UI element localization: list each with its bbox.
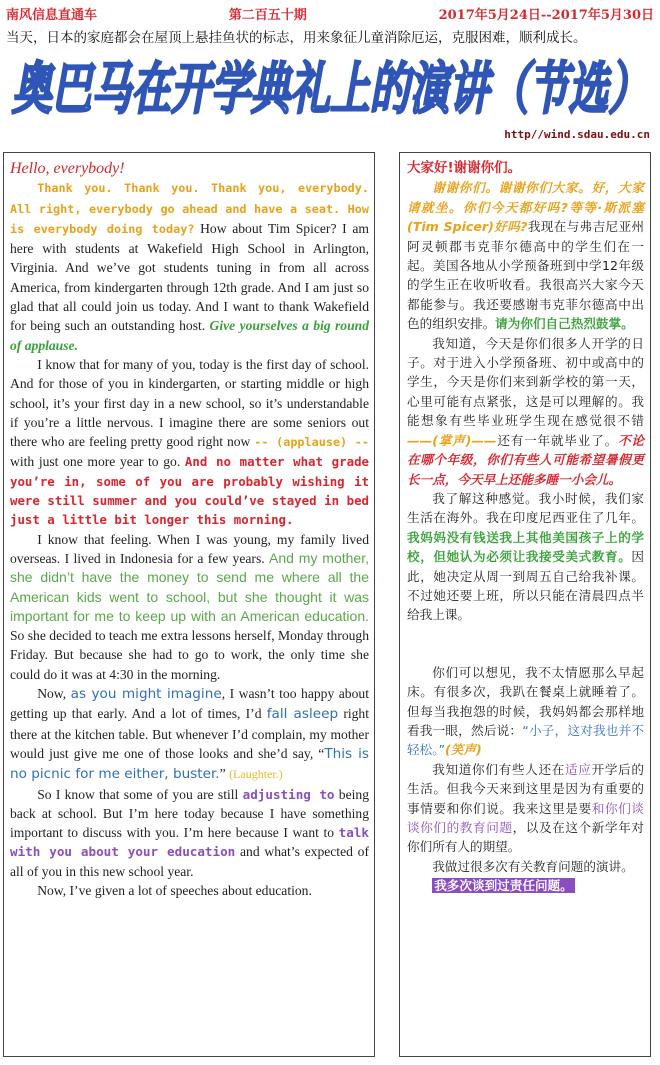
cn-p7-highlight: 我多次谈到过责任问题。 bbox=[434, 878, 573, 894]
cn-greeting: 大家好!谢谢你们。 bbox=[407, 160, 522, 176]
cn-p3-highlight-green: 我妈妈没有钱送我上其他美国孩子上的学校，但她认为必须让我接受美式教育。 bbox=[407, 529, 644, 565]
paragraph-6: Now, I’ve given a lot of speeches about education. bbox=[37, 882, 312, 898]
p5-text-c: and what’s expected of all of you in this new school year. bbox=[10, 844, 369, 879]
p4-text-d: ” bbox=[219, 766, 230, 782]
subtitle: 当天，日本的家庭都会在屋顶上悬挂鱼状的标志，用来象征儿童消除厄运，克服困难，顺利成长。 bbox=[6, 30, 587, 46]
p4-text-c: right there at the kitchen table. But whenever I’d complain, my mother would just give me one of those looks and she’d say, “ bbox=[10, 706, 370, 761]
p4-text-b: , I wasn’t too happy about getting up that early. And a lot of times, I’d bbox=[10, 686, 369, 722]
page-title-text: 奥巴马在开学典礼上的演讲（节选） bbox=[12, 56, 648, 122]
masthead-date: 2017年5月24日--2017年5月30日 bbox=[438, 8, 654, 23]
p3-text: I know that feeling. When I was young, my family lived overseas. I lived in Indonesia for a few years. bbox=[10, 531, 369, 566]
cn-p3-text: 我了解这种感觉。我小时候，我们家生活在海外。我在印度尼西亚住了几年。 bbox=[407, 490, 644, 526]
masthead-issue: 第二百五十期 bbox=[228, 8, 307, 23]
cn-p5-text-a: 我知道你们有些人还在 bbox=[432, 761, 565, 777]
p3-highlight-green: And my mother, she didn’t have the money to send me where all the American kids went to school, but she thought it was important for me to keep up with an American education. bbox=[10, 549, 369, 624]
p2-applause: -- (applause) -- bbox=[254, 435, 369, 450]
cn-p4-highlight-blue: “小子，这对我也并不轻松。” bbox=[407, 722, 644, 758]
paragraph-4 bbox=[10, 684, 369, 784]
cn-paragraph-1 bbox=[407, 178, 644, 333]
cn-p2-text-b: 还有一年就毕业了。 bbox=[496, 432, 618, 448]
p4-highlight-blue-1: as you might imagine bbox=[70, 686, 222, 703]
page-title bbox=[8, 48, 652, 126]
p2-highlight-red: And no matter what grade you’re in, some of you are probably wishing it were still summer and you could’ve stayed in bed just a little bit longer this morning. bbox=[10, 454, 369, 528]
cn-p2-text: 我知道，今天是你们很多人开学的日子。对于进入小学预备班、初中或高中的学生，今天是你们来到新学校的第一天，心里可能有点紧张，这是可以理解的。我能想象有些毕业班学生现在感觉很不错 bbox=[407, 335, 644, 429]
cn-p1-highlight-orange: 谢谢你们。谢谢你们大家。好，大家请就坐。你们今天都好吗?等等·斯派塞(Tim Spicer)好吗? bbox=[407, 180, 644, 235]
greeting: Hello, everybody! bbox=[10, 160, 125, 177]
masthead bbox=[6, 4, 654, 22]
paragraph-2 bbox=[10, 355, 369, 530]
p1-highlight-orange: Thank you. Thank you. Thank you, everybody. All right, everybody go ahead and have a seat. How is everybody doing today? bbox=[10, 181, 369, 236]
cn-p4-laughter: (笑声) bbox=[445, 742, 482, 758]
cn-p3-text-b: 因此，她决定从周一到周五自己给我补课。不过她还要上班，所以只能在清晨四点半给我上课。 bbox=[407, 549, 644, 623]
p4-highlight-blue-3: This is no picnic for me either, buster. bbox=[10, 745, 369, 783]
cn-paragraph-3 bbox=[407, 489, 644, 625]
chinese-column bbox=[399, 152, 651, 1057]
cn-paragraph-6: 我做过很多次有关教育问题的演讲。 bbox=[432, 858, 634, 874]
p2-text: I know that for many of you, today is the first day of school. And for those of you in kindergarten, or starting middle or high school, it’s your first day in a new school, so it’s understandable if you’re a little nervous. I imagine there are some seniors out there who are feeling pretty good right now bbox=[10, 356, 369, 450]
p4-laughter: (Laughter.) bbox=[229, 767, 283, 782]
cn-p2-highlight-red: 不论在哪个年级，你们有些人可能希望暑假更长一点，今天早上还能多睡一小会儿。 bbox=[407, 432, 645, 487]
english-column bbox=[3, 152, 375, 1057]
cn-p1-text: 我现在与弗吉尼亚州阿灵顿郡韦克菲尔德高中的学生们在一起。美国各地从小学预备班到中学12年级的学生正在收听收看。我很高兴大家今天都能参与。我还要感谢韦克菲尔德高中出色的组织安排。 bbox=[407, 219, 645, 332]
p4-highlight-blue-2: fall asleep bbox=[266, 706, 339, 723]
p5-text-a: So I know that some of you are still bbox=[37, 786, 243, 802]
cn-paragraph-5 bbox=[407, 760, 644, 857]
p2-text-b: with just one more year to go. bbox=[10, 454, 185, 470]
cn-p2-applause: ——(掌声)—— bbox=[407, 432, 497, 448]
p5-highlight-purple-2: talk with you about your education bbox=[10, 825, 369, 860]
paragraph-1 bbox=[10, 178, 369, 355]
website-url: http//wind.sdau.edu.cn bbox=[504, 128, 650, 141]
p3-text-b: So she decided to teach me extra lessons herself, Monday through Friday. But because she had to go to work, the only time she could do it was at 4:30 in the morning. bbox=[10, 628, 370, 682]
cn-p1-highlight-green: 请为你们自己热烈鼓掌。 bbox=[495, 316, 634, 332]
paragraph-3 bbox=[10, 530, 369, 684]
cn-paragraph-2 bbox=[407, 334, 644, 489]
masthead-publication: 南风信息直通车 bbox=[6, 8, 98, 23]
p4-text-a: Now, bbox=[37, 686, 71, 702]
cn-p5-text-b: 开学后的生活。但我今天来到这里是因为有重要的事情要和你们说。我来这里是要 bbox=[407, 761, 644, 816]
cn-p5-text-c: ，以及在这个新学年对你们所有人的期望。 bbox=[407, 820, 645, 855]
p1-highlight-green: Give yourselves a big round of applause. bbox=[10, 318, 369, 353]
cn-paragraph-4 bbox=[407, 663, 644, 760]
cn-p5-highlight-purple-1: 适应 bbox=[565, 761, 592, 777]
p1-text: How about Tim Spicer? I am here with students at Wakefield High School in Arlington, Virginia. And we’ve got students tuning in from all across America, from kindergarten through 12th grade. And I am just so glad that all could join us today. And I want to thank Wakefield for being such an outstanding host. bbox=[10, 220, 369, 334]
cn-p5-highlight-purple-2: 和你们谈谈你们的教育问题 bbox=[407, 800, 645, 835]
cn-paragraph-7 bbox=[407, 876, 644, 895]
p5-text-b: being back at school. But I’m here today because I have something important to discuss with you. I’m here because I want to bbox=[10, 786, 369, 841]
paragraph-5 bbox=[10, 785, 369, 881]
cn-p4-text: 你们可以想见，我不太情愿那么早起床。有很多次，我趴在餐桌上就睡着了。但每当我抱怨的时候，我妈妈都会那样地看我一眼，然后说： bbox=[407, 664, 644, 738]
p5-highlight-purple-1: adjusting to bbox=[242, 786, 335, 802]
